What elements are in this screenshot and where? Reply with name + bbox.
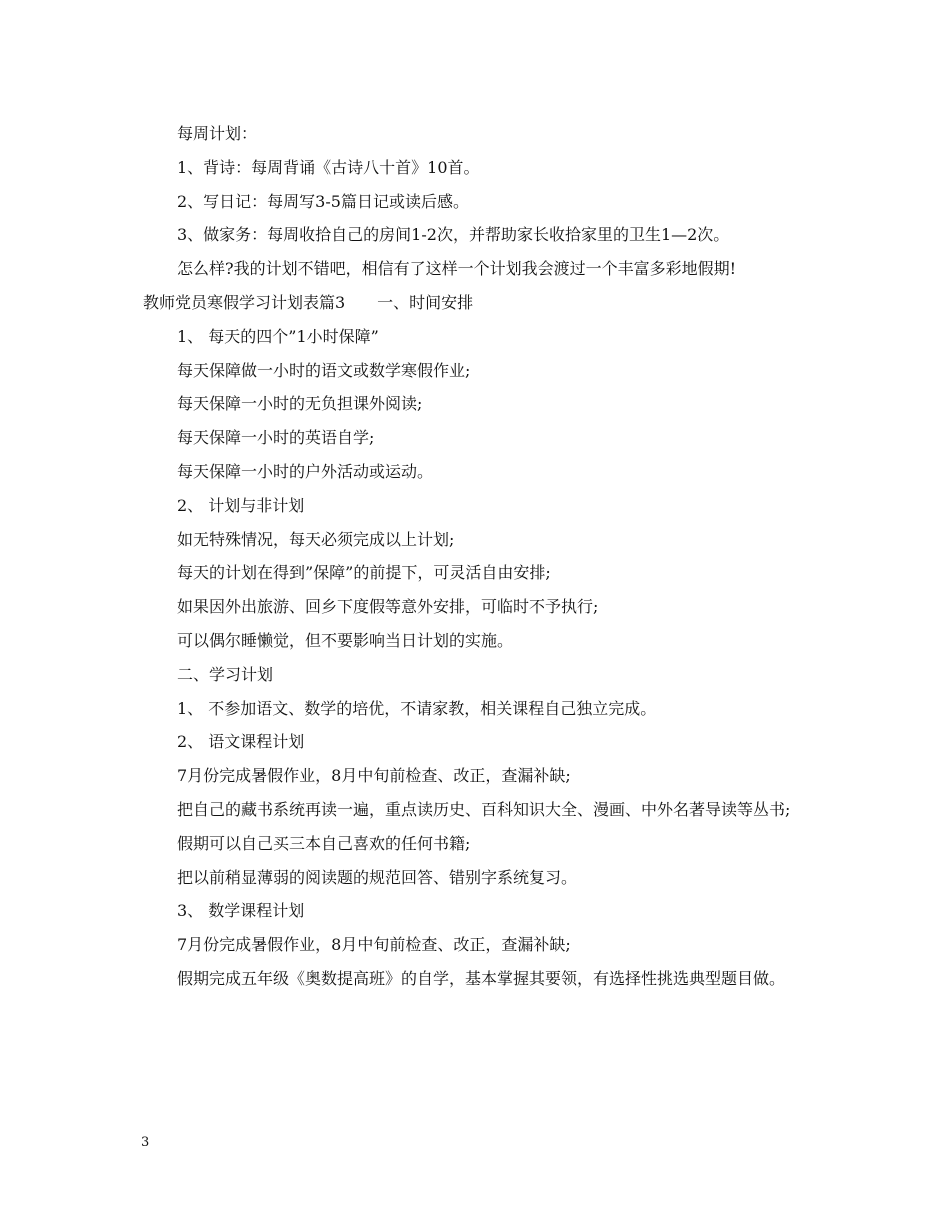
document-body [143,117,823,996]
paragraph-daily-guarantee: 1、 每天的四个”1小时保障” [177,326,379,346]
list-item-reread-books: 把自己的藏书系统再读一遍，重点读历史、百科知识大全、漫画、中外名著导读等丛书; [177,799,791,819]
list-item-math-homework: 7月份完成暑假作业，8月中旬前检查、改正，查漏补缺; [177,935,571,955]
list-item-english: 每天保障一小时的英语自学; [177,428,375,448]
paragraph-no-tutoring: 1、 不参加语文、数学的培优，不请家教，相关课程自己独立完成。 [177,698,657,718]
list-item-flexible: 每天的计划在得到”保障”的前提下，可灵活自由安排; [177,563,551,583]
list-item-olympiad: 假期完成五年级《奥数提高班》的自学，基本掌握其要领，有选择性挑选典型题目做。 [177,968,786,988]
paragraph-diary: 2、写日记：每周写3-5篇日记或读后感。 [177,191,469,211]
paragraph-chinese-plan: 2、 语文课程计划 [177,732,305,752]
list-item-reading: 每天保障一小时的无负担课外阅读; [177,394,423,414]
section-heading-study-plan: 二、学习计划 [177,664,274,684]
paragraph-poetry: 1、背诗：每周背诵《古诗八十首》10首。 [177,157,480,177]
section-title-article-3: 教师党员寒假学习计划表篇3 一、时间安排 [143,292,474,312]
paragraph-plan-nonplan: 2、 计划与非计划 [177,495,305,515]
list-item-travel: 如果因外出旅游、回乡下度假等意外安排，可临时不予执行; [177,597,599,617]
paragraph-housework: 3、做家务：每周收拾自己的房间1-2次，并帮助家长收拾家里的卫生1—2次。 [177,225,730,245]
list-item-outdoor: 每天保障一小时的户外活动或运动。 [177,461,434,481]
list-item-review: 把以前稍显薄弱的阅读题的规范回答、错别字系统复习。 [177,867,578,887]
list-item-chinese-homework: 7月份完成暑假作业，8月中旬前检查、改正，查漏补缺; [177,766,571,786]
list-item-buy-books: 假期可以自己买三本自己喜欢的任何书籍; [177,833,471,853]
page-number: 3 [141,1135,150,1150]
list-item-must-complete: 如无特殊情况，每天必须完成以上计划; [177,529,455,549]
list-item-homework: 每天保障做一小时的语文或数学寒假作业; [177,360,471,380]
paragraph-conclusion: 怎么样?我的计划不错吧，相信有了这样一个计划我会渡过一个丰富多彩地假期! [177,259,737,279]
paragraph-weekly-plan-heading: 每周计划： [177,124,258,143]
paragraph-math-plan: 3、 数学课程计划 [177,901,305,921]
list-item-sleep-in: 可以偶尔睡懒觉，但不要影响当日计划的实施。 [177,630,514,650]
